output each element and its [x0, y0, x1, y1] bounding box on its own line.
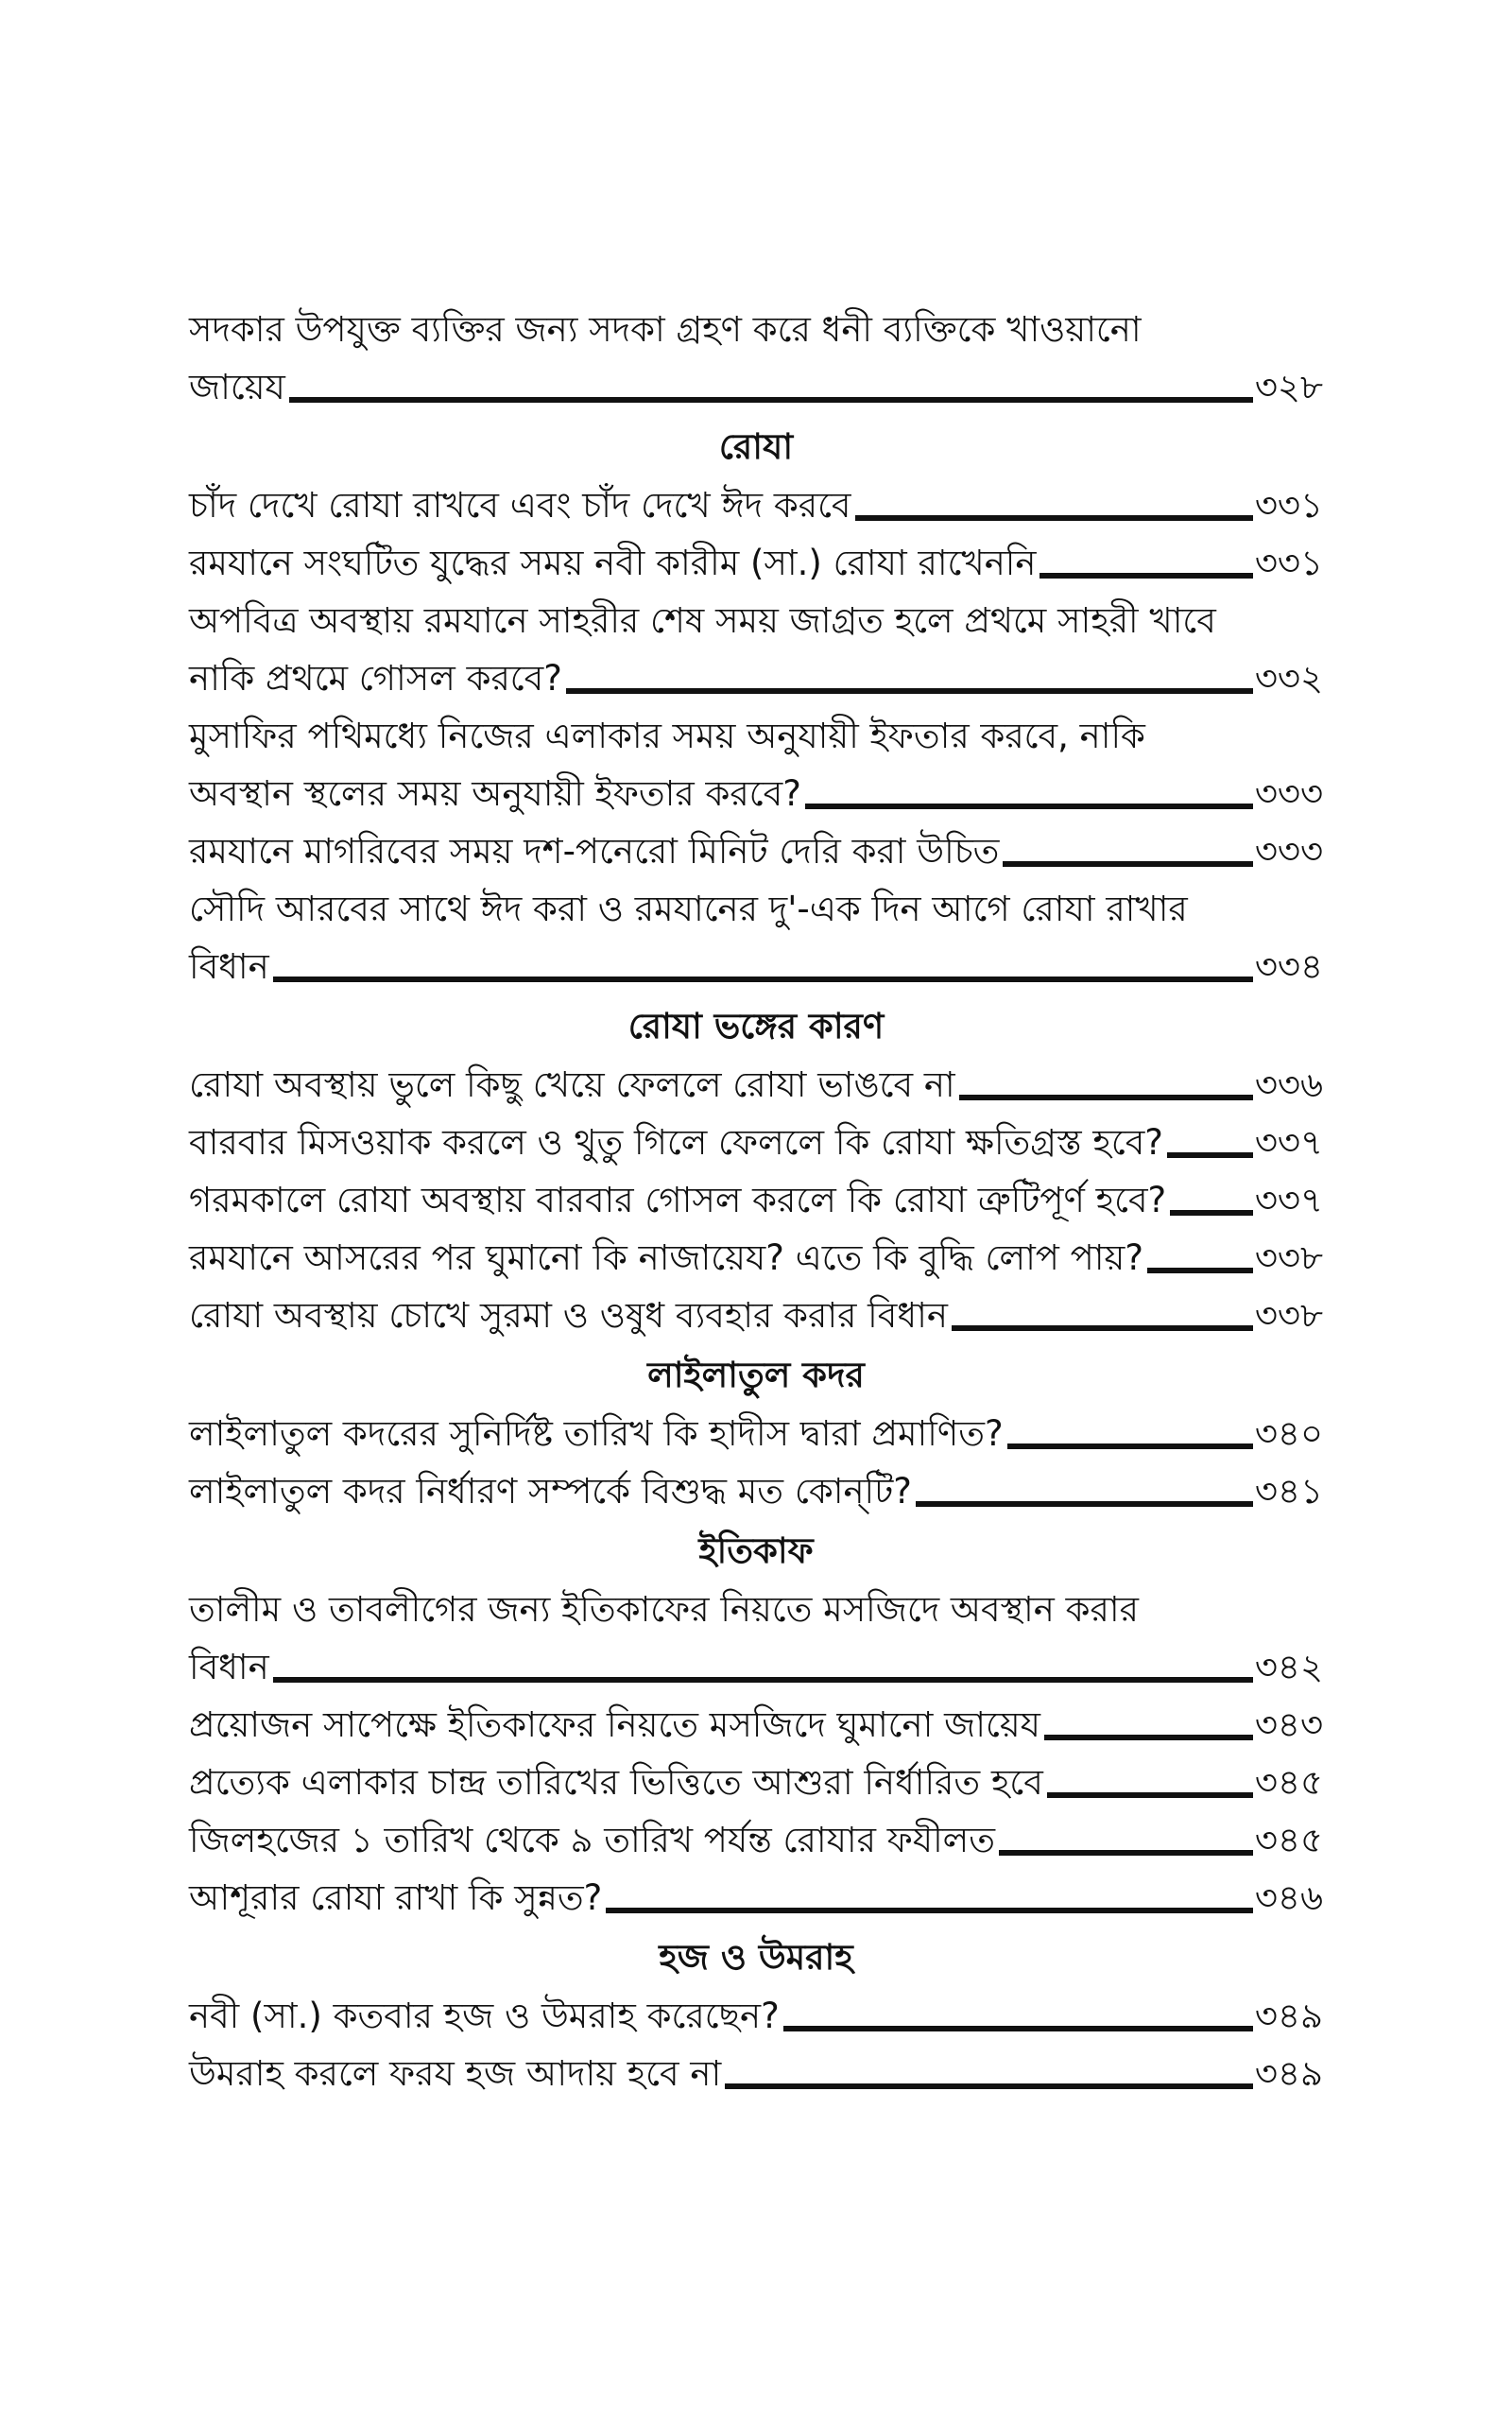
toc-entry-line — [189, 1754, 1323, 1811]
toc-entry-line — [189, 1869, 1323, 1927]
toc-entry-text: প্রয়োজন সাপেক্ষে ইতিকাফের নিয়তে মসজিদে ঘুমানো জায়েয — [189, 1704, 1040, 1745]
dot-leader — [273, 977, 1253, 982]
toc-entry-text: সৌদি আরবের সাথে ঈদ করা ও রমযানের দু'-এক দিন আগে রোযা রাখার — [189, 889, 1188, 929]
page-number: ৩৩৭ — [1254, 1122, 1323, 1163]
toc-entry-text: বারবার মিসওয়াক করলে ও থুতু গিলে ফেললে কি রোযা ক্ষতিগ্রস্ত হবে? — [189, 1122, 1163, 1163]
dot-leader — [289, 397, 1253, 403]
section-heading: হজ ও উমরাহ — [659, 1937, 853, 1978]
page-number: ৩৪৬ — [1254, 1877, 1323, 1918]
toc-entry[interactable] — [189, 707, 1323, 822]
section-heading: রোযা — [718, 426, 794, 467]
toc-entry-line — [189, 1056, 1323, 1114]
toc-entry-text: চাঁদ দেখে রোযা রাখবে এবং চাঁদ দেখে ঈদ করবে — [189, 485, 851, 526]
toc-entry-text: নবী (সা.) কতবার হজ ও উমরাহ করেছেন? — [189, 1996, 780, 2036]
toc-entry-text: অবস্থান স্থলের সময় অনুযায়ী ইফতার করবে? — [189, 773, 801, 814]
toc-entry[interactable] — [189, 1171, 1323, 1229]
toc-entry[interactable] — [189, 301, 1323, 416]
dot-leader — [273, 1677, 1253, 1683]
toc-entry[interactable] — [189, 1405, 1323, 1462]
toc-entry-text: আশূরার রোযা রাখা কি সুন্নত? — [189, 1877, 603, 1918]
toc-entry-line — [189, 822, 1323, 880]
dot-leader — [1003, 861, 1252, 867]
toc-entry[interactable] — [189, 1869, 1323, 1927]
toc-entry-line — [189, 649, 1323, 707]
toc-entry[interactable] — [189, 1287, 1323, 1344]
toc-entry-text: গরমকালে রোযা অবস্থায় বারবার গোসল করলে কি রোযা ত্রুটিপূর্ণ হবে? — [189, 1180, 1167, 1220]
toc-entry-line — [189, 1462, 1323, 1520]
page-number: ৩৩৬ — [1254, 1064, 1323, 1105]
toc-entry-text: উমরাহ করলে ফরয হজ আদায় হবে না — [189, 2053, 722, 2094]
page-number: ৩৩১ — [1254, 485, 1323, 526]
section-heading: রোযা ভঙ্গের কারণ — [627, 1006, 885, 1046]
toc-entry-line — [189, 301, 1323, 358]
toc-entry-text: অপবিত্র অবস্থায় রমযানে সাহরীর শেষ সময় জাগ্রত হলে প্রথমে সাহরী খাবে — [189, 600, 1216, 641]
toc-entry-line — [189, 765, 1323, 822]
toc-entry-text: বিধান — [189, 1647, 269, 1687]
toc-entry-text: জায়েয — [189, 367, 285, 407]
toc-entry-line — [189, 1287, 1323, 1344]
toc-entry-line — [189, 1229, 1323, 1287]
toc-entry-line — [189, 1811, 1323, 1869]
toc-entry[interactable] — [189, 1696, 1323, 1754]
toc-entry-line — [189, 2045, 1323, 2102]
toc-entry[interactable] — [189, 1754, 1323, 1811]
page-number: ৩৪৯ — [1254, 2053, 1323, 2094]
toc-entry-line — [189, 1987, 1323, 2045]
table-of-contents — [189, 301, 1323, 2102]
toc-entry-line — [189, 592, 1323, 649]
toc-entry[interactable] — [189, 2045, 1323, 2102]
toc-entry-text: লাইলাতুল কদরের সুনির্দিষ্ট তারিখ কি হাদীস দ্বারা প্রমাণিত? — [189, 1413, 1004, 1454]
toc-entry-text: জিলহজের ১ তারিখ থেকে ৯ তারিখ পর্যন্ত রোযার ফযীলত — [189, 1820, 996, 1860]
toc-entry[interactable] — [189, 1462, 1323, 1520]
dot-leader — [1044, 1735, 1253, 1740]
toc-entry-line — [189, 358, 1323, 416]
toc-entry-text: লাইলাতুল কদর নির্ধারণ সম্পর্কে বিশুদ্ধ মত কোন্‌টি? — [189, 1471, 912, 1512]
section-heading: ইতিকাফ — [698, 1530, 814, 1571]
toc-entry-text: রমযানে মাগরিবের সময় দশ-পনেরো মিনিট দেরি করা উচিত — [189, 831, 1000, 872]
toc-entry-line — [189, 880, 1323, 938]
toc-entry-text: মুসাফির পথিমধ্যে নিজের এলাকার সময় অনুযায়ী ইফতার করবে, নাকি — [189, 716, 1145, 756]
toc-entry-line — [189, 1696, 1323, 1754]
dot-leader — [566, 688, 1253, 694]
toc-entry[interactable] — [189, 880, 1323, 995]
toc-entry-line — [189, 1581, 1323, 1638]
toc-entry[interactable] — [189, 822, 1323, 880]
dot-leader — [1167, 1152, 1253, 1158]
page-number: ৩৩৮ — [1254, 1237, 1323, 1278]
toc-entry-text: রমযানে সংঘটিত যুদ্ধের সময় নবী কারীম (সা.) রোযা রাখেননি — [189, 543, 1037, 583]
page-number: ৩৪৩ — [1254, 1704, 1323, 1745]
toc-entry[interactable] — [189, 1987, 1323, 2045]
dot-leader — [1047, 1792, 1253, 1798]
dot-leader — [1040, 573, 1252, 579]
toc-entry-text: রোযা অবস্থায় চোখে সুরমা ও ওষুধ ব্যবহার করার বিধান — [189, 1295, 948, 1336]
page-number: ৩৩৮ — [1254, 1295, 1323, 1336]
toc-entry-line — [189, 707, 1323, 765]
dot-leader — [952, 1325, 1253, 1331]
toc-entry-text: সদকার উপযুক্ত ব্যক্তির জন্য সদকা গ্রহণ করে ধনী ব্যক্তিকে খাওয়ানো — [189, 309, 1142, 350]
dot-leader — [805, 804, 1253, 809]
dot-leader — [1007, 1443, 1253, 1449]
toc-entry[interactable] — [189, 1581, 1323, 1696]
dot-leader — [959, 1095, 1253, 1100]
toc-entry-line — [189, 476, 1323, 534]
dot-leader — [783, 2026, 1253, 2031]
toc-entry-text: প্রত্যেক এলাকার চান্দ্র তারিখের ভিত্তিতে আশুরা নির্ধারিত হবে — [189, 1762, 1043, 1803]
toc-entry[interactable] — [189, 592, 1323, 707]
page-number: ৩৩৭ — [1254, 1180, 1323, 1220]
dot-leader — [725, 2083, 1253, 2089]
dot-leader — [1147, 1268, 1253, 1273]
page-number: ৩৪৯ — [1254, 1996, 1323, 2036]
toc-entry-line — [189, 1171, 1323, 1229]
dot-leader — [855, 515, 1253, 521]
page-number: ৩৪০ — [1254, 1413, 1323, 1454]
page-number: ৩৪৫ — [1254, 1762, 1323, 1803]
toc-entry-line — [189, 1114, 1323, 1171]
toc-entry[interactable] — [189, 1811, 1323, 1869]
toc-entry-line — [189, 1405, 1323, 1462]
page-number: ৩৩৩ — [1254, 773, 1323, 814]
page-number: ৩৩১ — [1254, 543, 1323, 583]
dot-leader — [999, 1850, 1253, 1856]
page-number: ৩৩৩ — [1254, 831, 1323, 872]
toc-entry-line — [189, 1638, 1323, 1696]
toc-entry-text: নাকি প্রথমে গোসল করবে? — [189, 658, 562, 699]
page-number: ৩২৮ — [1254, 367, 1323, 407]
toc-entry[interactable] — [189, 1114, 1323, 1171]
toc-entry-line — [189, 938, 1323, 995]
dot-leader — [916, 1501, 1253, 1507]
page-number: ৩৩৪ — [1254, 946, 1323, 987]
toc-entry[interactable] — [189, 1229, 1323, 1287]
page-number: ৩৩২ — [1254, 658, 1323, 699]
toc-entry[interactable] — [189, 534, 1323, 592]
page-number: ৩৪৫ — [1254, 1820, 1323, 1860]
dot-leader — [606, 1908, 1253, 1913]
toc-entry-text: তালীম ও তাবলীগের জন্য ইতিকাফের নিয়তে মসজিদে অবস্থান করার — [189, 1589, 1139, 1630]
toc-entry-text: বিধান — [189, 946, 269, 987]
toc-entry[interactable] — [189, 1056, 1323, 1114]
toc-entry[interactable] — [189, 476, 1323, 534]
toc-entry-text: রমযানে আসরের পর ঘুমানো কি নাজায়েয? এতে কি বুদ্ধি লোপ পায়? — [189, 1237, 1143, 1278]
section-heading: লাইলাতুল কদর — [647, 1355, 865, 1395]
page-number: ৩৪২ — [1254, 1647, 1323, 1687]
toc-entry-text: রোযা অবস্থায় ভুলে কিছু খেয়ে ফেললে রোযা ভাঙবে না — [189, 1064, 955, 1105]
page-number: ৩৪১ — [1254, 1471, 1323, 1512]
dot-leader — [1170, 1210, 1253, 1216]
toc-entry-line — [189, 534, 1323, 592]
